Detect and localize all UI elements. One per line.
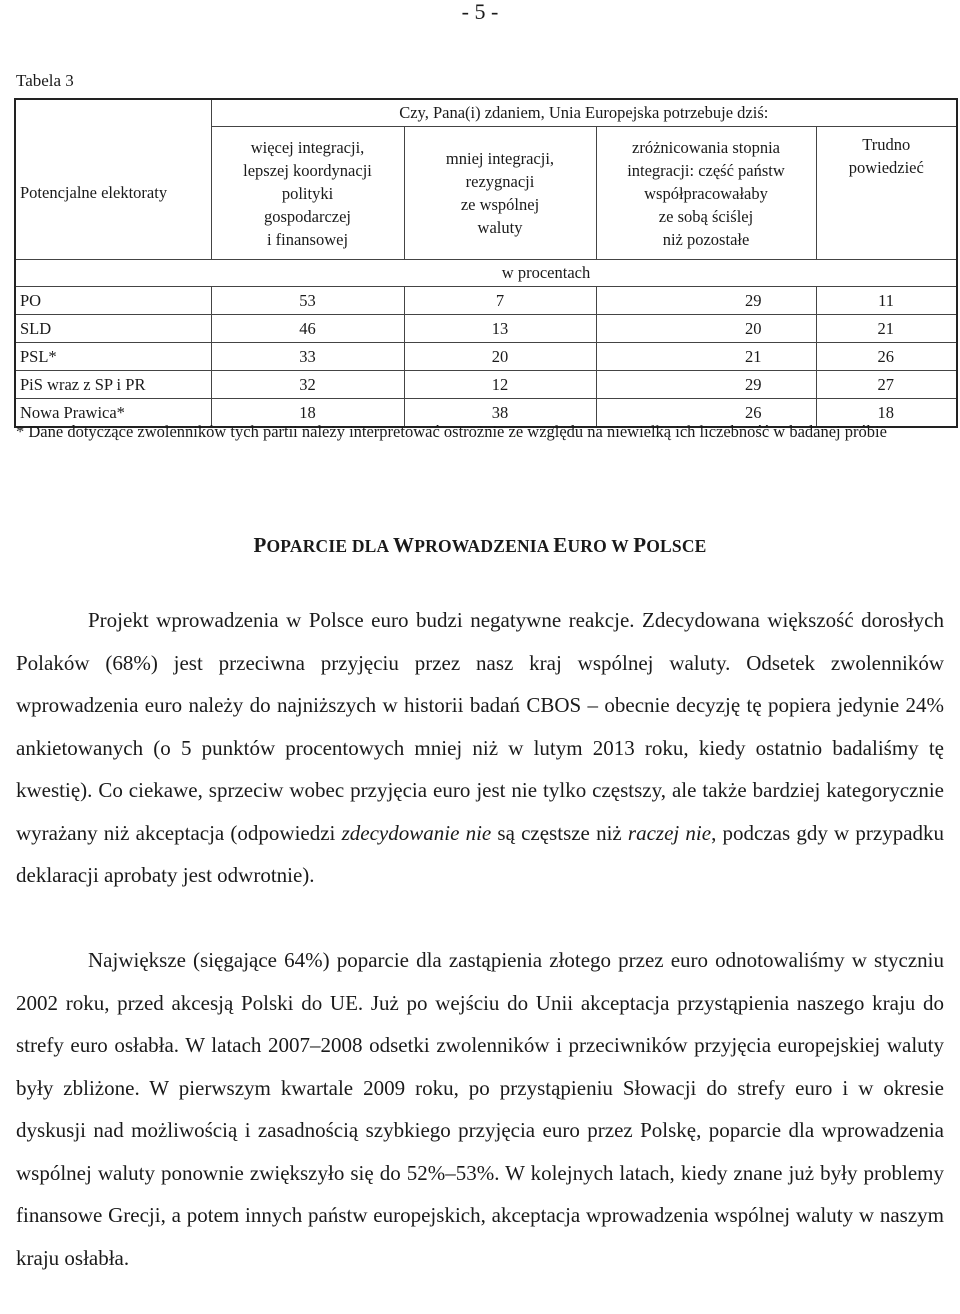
table-cell: 26 — [816, 343, 957, 371]
column-header: mniej integracji, rezygnacji ze wspólnej waluty — [404, 127, 596, 260]
page-number: - 5 - — [461, 0, 499, 24]
table-cell: 27 — [816, 371, 957, 399]
table-caption: Tabela 3 — [16, 71, 74, 90]
survey-question: Czy, Pana(i) zdaniem, Unia Europejska potrzebuje dziś: — [211, 99, 957, 127]
table-cell: 38 — [404, 399, 596, 428]
table-footnote: * Dane dotyczące zwolenników tych partii należy interpretować ostrożnie ze względu na niewielką ich liczebność w badanej próbie — [16, 422, 887, 441]
row-label: Nowa Prawica* — [15, 399, 211, 428]
table-cell: 21 — [596, 343, 816, 371]
table-cell: 21 — [816, 315, 957, 343]
column-header: zróżnicowania stopnia integracji: część państw współpracowałaby ze sobą ściślej niż pozostałe — [596, 127, 816, 260]
section-heading: POPARCIE DLA WPROWADZENIA EURO W POLSCE — [253, 533, 707, 557]
table-cell: 20 — [596, 315, 816, 343]
table-cell: 33 — [211, 343, 404, 371]
table-cell: 29 — [596, 371, 816, 399]
unit-row — [15, 260, 957, 287]
table-cell: 29 — [596, 287, 816, 315]
table-header-row — [15, 127, 957, 260]
row-label: SLD — [15, 315, 211, 343]
row-label: PiS wraz z SP i PR — [15, 371, 211, 399]
table-cell: 18 — [816, 399, 957, 428]
paragraph: Projekt wprowadzenia w Polsce euro budzi negatywne reakcje. Zdecydowana większość dorosłych Polaków (68%) jest przeciwna przyjęciu przez nasz kraj wspólnej waluty. Odsetek zwolenników wprowadzenia euro należy do najniższych w historii badań CBOS – obecnie decyzję tę popiera jedynie 24% ankietowanych (o 5 punktów procentowych mniej niż w lutym 2013 roku, kiedy ostatnio badaliśmy tę kwestię). Co ciekawe, sprzeciw wobec przyjęcia euro jest nie tylko częstszy, ale także bardziej kategorycznie wyrażany niż akceptacja (odpowiedzi zdecydowanie nie są częstsze niż raczej nie, podczas gdy w przypadku deklaracji aprobaty jest odwrotnie). — [16, 608, 945, 887]
table-row — [15, 371, 957, 399]
table-cell: 46 — [211, 315, 404, 343]
table-cell: 53 — [211, 287, 404, 315]
table-cell: 32 — [211, 371, 404, 399]
table-cell: 11 — [816, 287, 957, 315]
survey-table — [14, 98, 958, 428]
column-header: więcej integracji, lepszej koordynacji polityki gospodarczej i finansowej — [211, 127, 404, 260]
paragraph: Największe (sięgające 64%) poparcie dla zastąpienia złotego przez euro odnotowaliśmy w styczniu 2002 roku, przed akcesją Polski do UE. Już po wejściu do Unii akceptacja przystąpienia naszego kraju do strefy euro osłabła. W latach 2007–2008 odsetki zwolenników i przeciwników przyjęcia europejskiej waluty były zbliżone. W pierwszym kwartale 2009 roku, po przystąpieniu Słowacji do strefy euro i w okresie dyskusji nad możliwością i zasadnością szybkiego przyjęcia euro przez Polskę, poparcie dla wprowadzenia wspólnej waluty ponownie zwiększyło się do 52%–53%. W kolejnych latach, kiedy znane już były problemy finansowe Grecji, a potem innych państw europejskich, akceptacja wprowadzenia wspólnej waluty w naszym kraju osłabła. — [16, 948, 944, 1270]
column-header: Trudno powiedzieć — [816, 127, 957, 260]
table-row — [15, 343, 957, 371]
table-cell: 26 — [596, 399, 816, 428]
table-question-row — [15, 99, 957, 127]
table-cell: 7 — [404, 287, 596, 315]
row-label: PSL* — [15, 343, 211, 371]
table-cell: 13 — [404, 315, 596, 343]
table-cell: 12 — [404, 371, 596, 399]
table-cell: 20 — [404, 343, 596, 371]
table-row — [15, 287, 957, 315]
unit-label: w procentach — [15, 260, 957, 287]
row-header-label: Potencjalne elektoraty — [15, 127, 211, 260]
table-row — [15, 315, 957, 343]
row-label: PO — [15, 287, 211, 315]
table-cell: 18 — [211, 399, 404, 428]
